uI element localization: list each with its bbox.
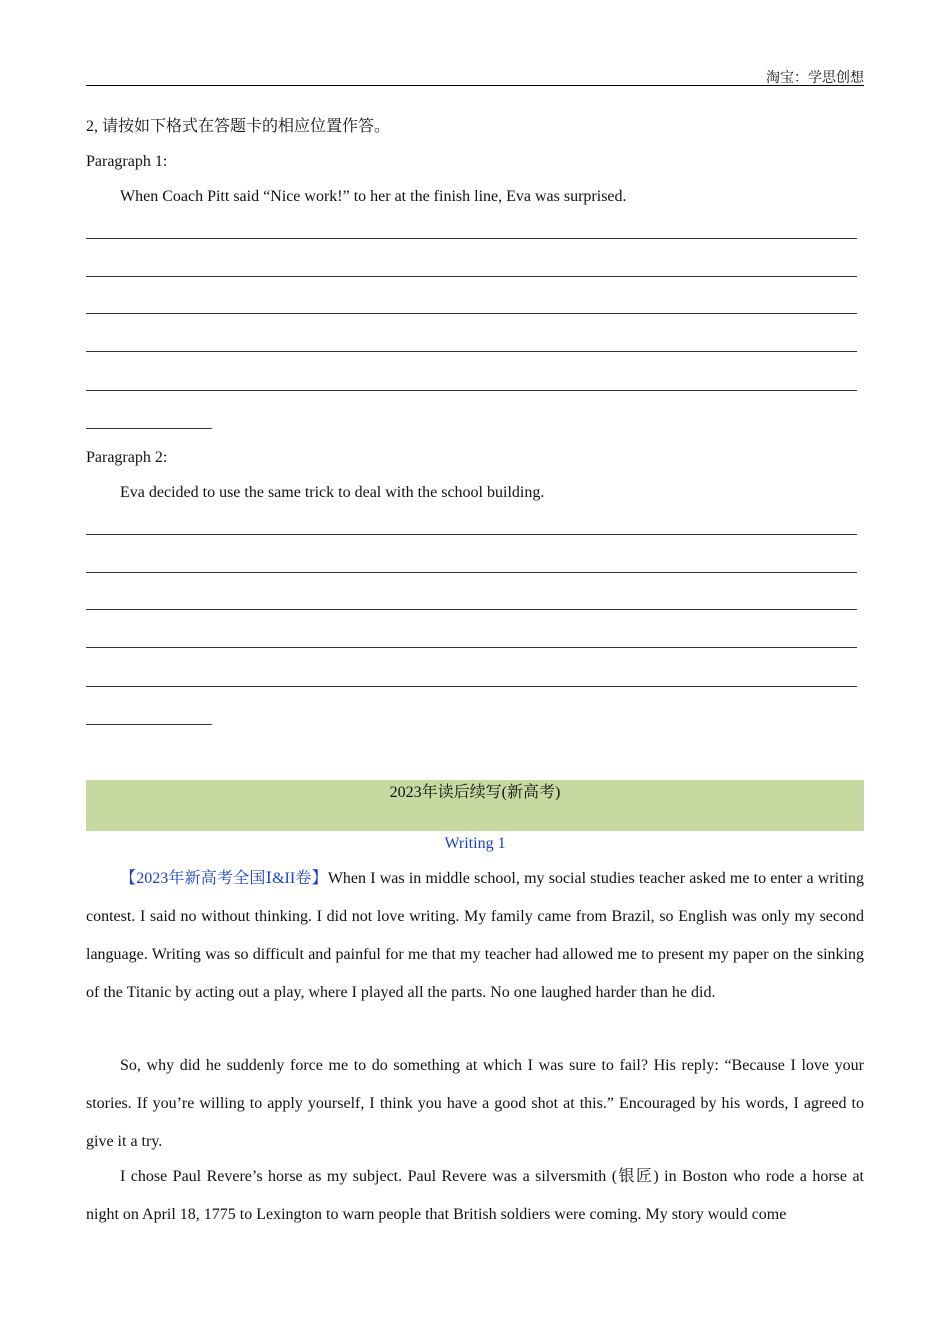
instruction: 2, 请按如下格式在答题卡的相应位置作答。 bbox=[86, 118, 391, 135]
passage-paragraph: So, why did he suddenly force me to do something at which I was sure to fail? His reply: “Because I love your stories. If you’re willing to apply yourself, I think you have a good shot at this.” Encouraged by his words, I agreed to give it a try. bbox=[86, 1057, 864, 1150]
passage-paragraph bbox=[86, 860, 864, 1012]
passage-text: When I was in middle school, my social studies teacher asked me to enter a writing contest. I said no without thinking. I did not love writing. My family came from Brazil, so English was only my second language. Writing was so difficult and painful for me that my teacher had allowed me to present my paper on the sinking of the Titanic by acting out a play, where I played all the parts. No one laughed harder than he did. bbox=[86, 870, 864, 1001]
paragraph1-label: Paragraph 1: bbox=[86, 153, 168, 170]
passage-paragraph: I chose Paul Revere’s horse as my subject. Paul Revere was a silversmith (银匠) in Boston who rode a horse at night on April 18, 1775 to Lexington to warn people that British soldiers were coming. My story would come bbox=[86, 1168, 864, 1223]
answer-line-short[interactable] bbox=[86, 724, 212, 725]
paragraph1-opening: When Coach Pitt said “Nice work!” to her at the finish line, Eva was surprised. bbox=[120, 188, 627, 205]
answer-line[interactable] bbox=[86, 390, 857, 391]
answer-line-short[interactable] bbox=[86, 428, 212, 429]
header-rule bbox=[86, 85, 864, 86]
source-tag: 【2023年新高考全国Ⅰ&II卷】 bbox=[120, 870, 328, 887]
answer-line[interactable] bbox=[86, 686, 857, 687]
answer-line[interactable] bbox=[86, 647, 857, 648]
section-title: 2023年读后续写(新高考) bbox=[389, 784, 561, 801]
answer-line[interactable] bbox=[86, 351, 857, 352]
answer-line[interactable] bbox=[86, 534, 857, 535]
header-text: 淘宝：学思创想 bbox=[766, 71, 864, 86]
paragraph2-label: Paragraph 2: bbox=[86, 449, 168, 466]
answer-line[interactable] bbox=[86, 276, 857, 277]
paragraph2-opening: Eva decided to use the same trick to deal with the school building. bbox=[120, 484, 545, 501]
answer-line[interactable] bbox=[86, 238, 857, 239]
answer-line[interactable] bbox=[86, 572, 857, 573]
answer-line[interactable] bbox=[86, 609, 857, 610]
answer-line[interactable] bbox=[86, 313, 857, 314]
writing-title: Writing 1 bbox=[444, 835, 506, 852]
